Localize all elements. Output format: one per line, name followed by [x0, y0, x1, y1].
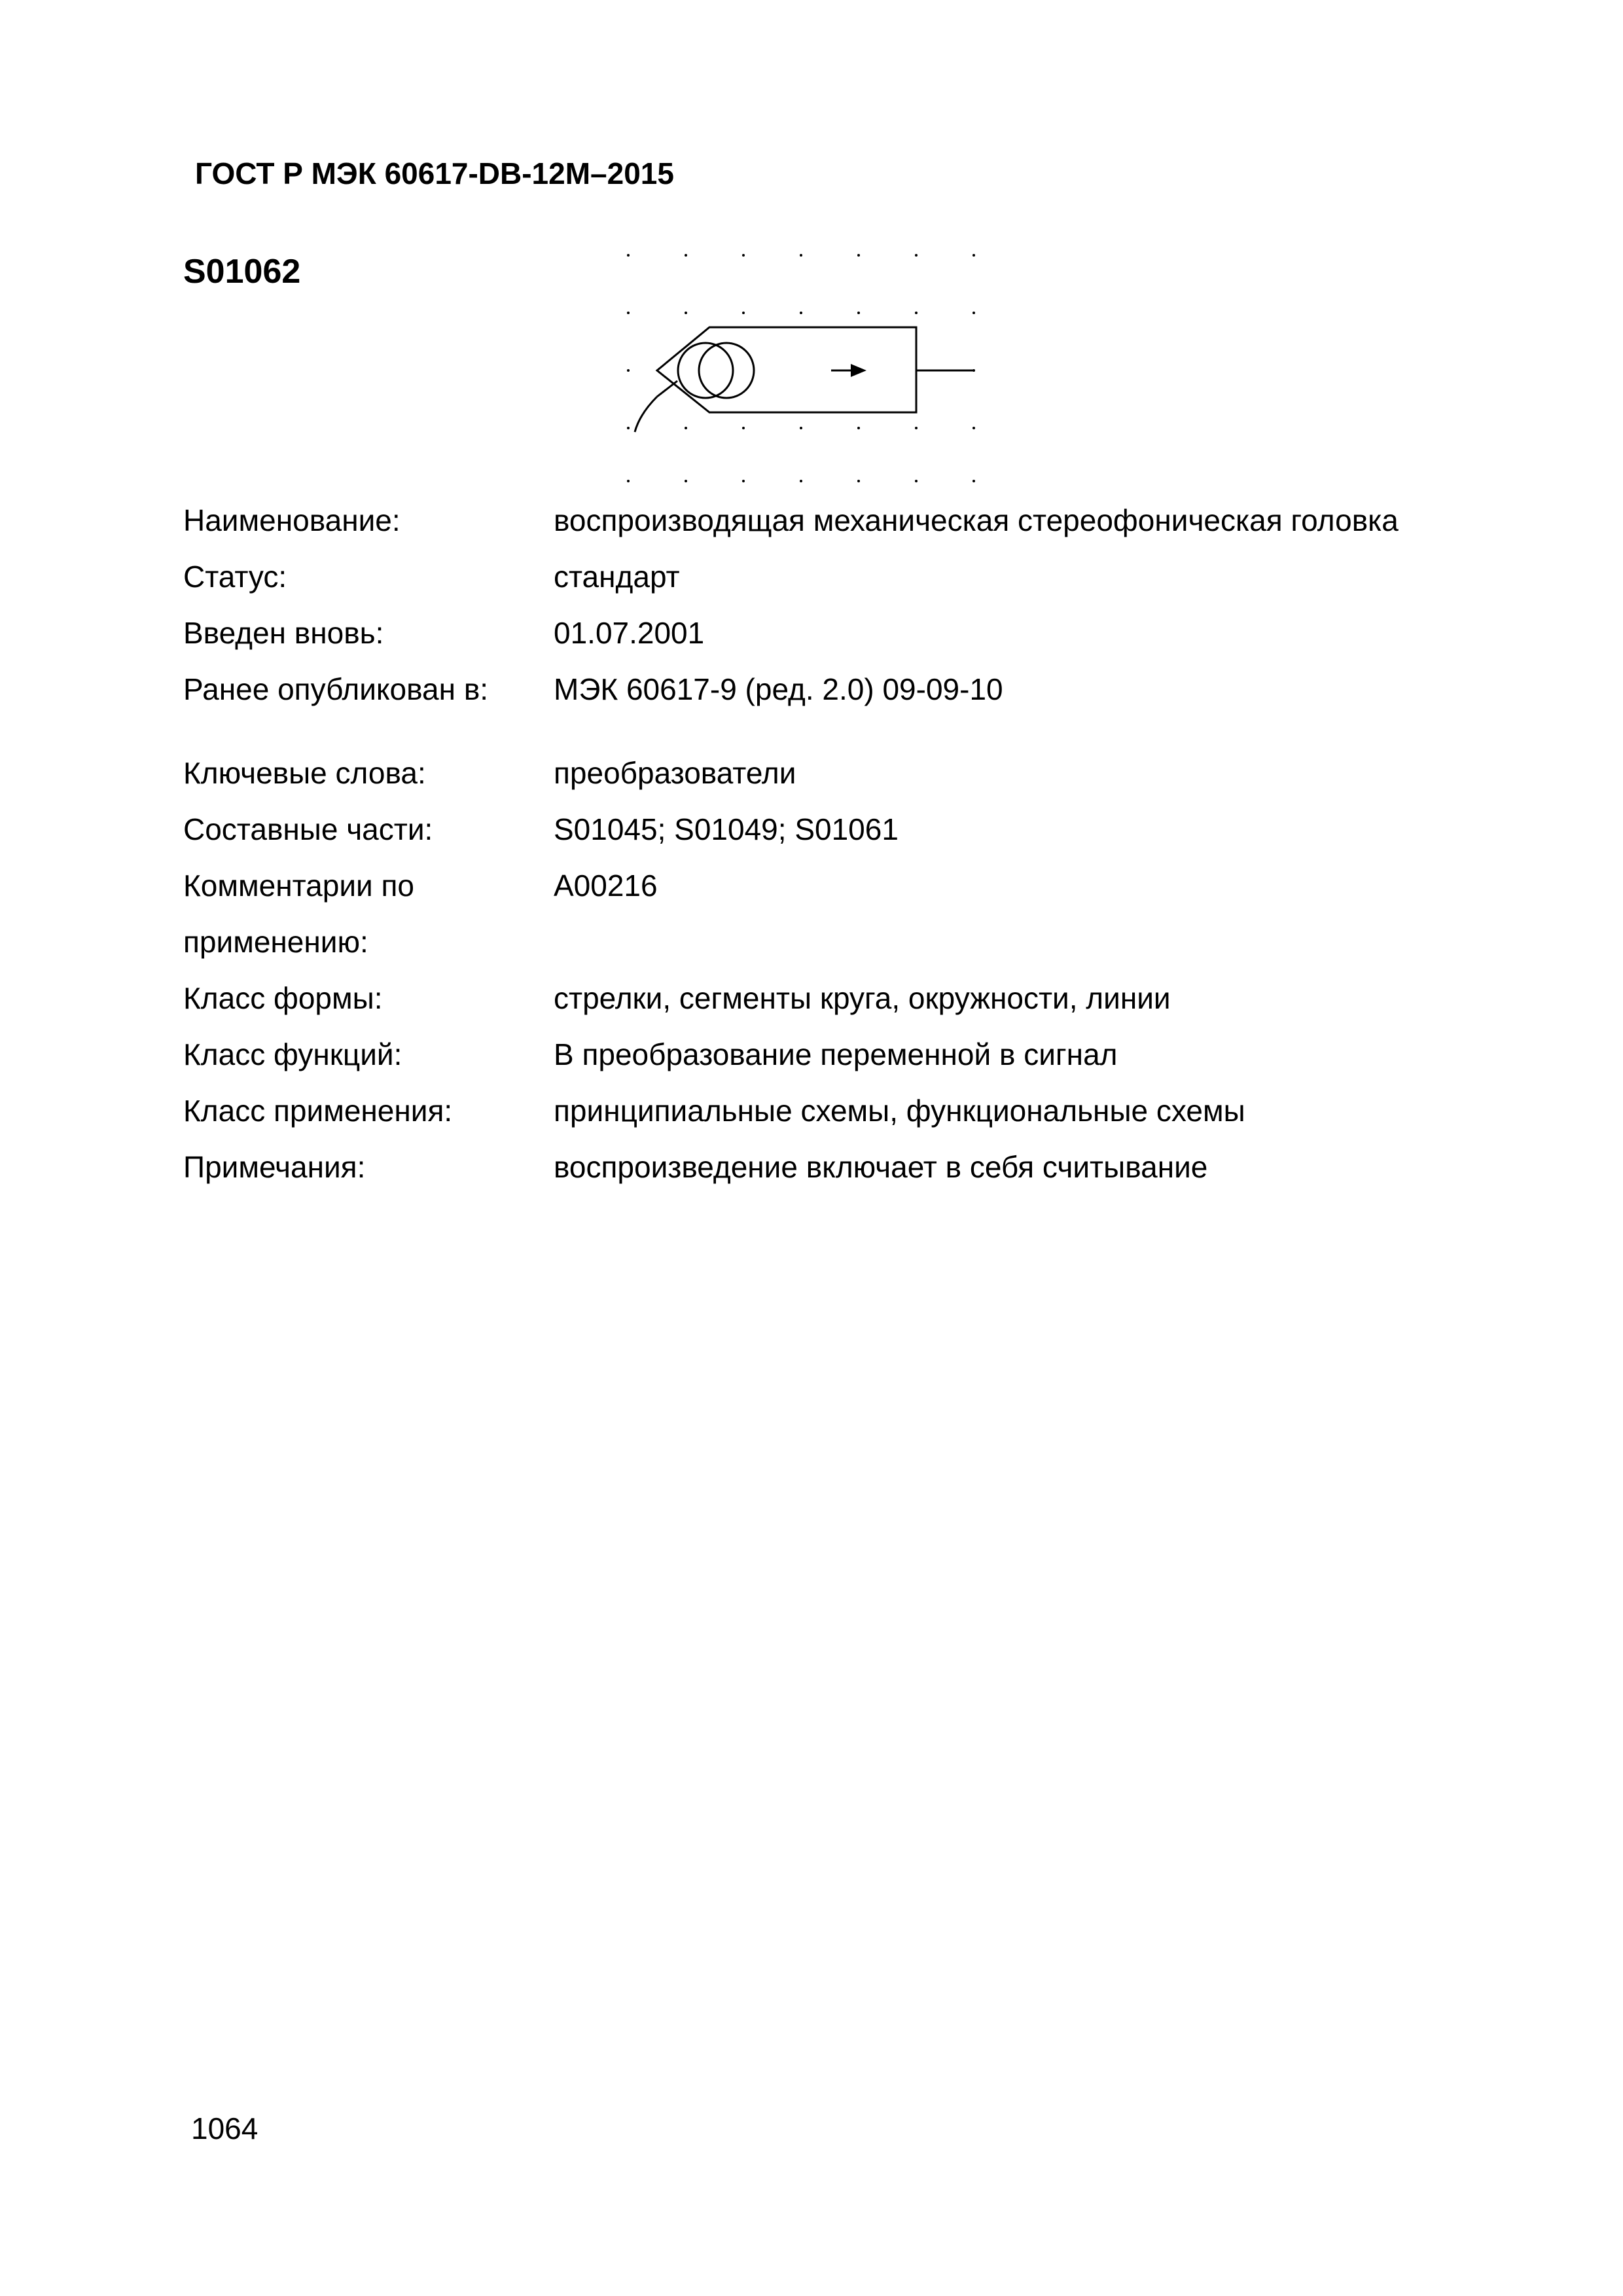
property-value: воспроизводящая механическая стереофоническая головка [554, 503, 1399, 537]
property-row-name [183, 492, 1492, 548]
cartridge-outline [657, 327, 916, 412]
property-value: A00216 [554, 869, 658, 903]
property-row-status [183, 548, 1492, 605]
property-value: S01045; S01049; S01061 [554, 812, 899, 846]
property-value: МЭК 60617-9 (ред. 2.0) 09-09-10 [554, 672, 1003, 706]
property-row-introduced [183, 605, 1492, 661]
property-row-published-in [183, 661, 1492, 717]
property-value: В преобразование переменной в сигнал [554, 1037, 1118, 1071]
grid-dots [627, 254, 975, 482]
standard-header: ГОСТ Р МЭК 60617-DB-12M–2015 [195, 156, 674, 190]
property-label: Наименование: [183, 503, 401, 537]
property-row-application-notes [183, 857, 1492, 970]
property-value: принципиальные схемы, функциональные схемы [554, 1094, 1245, 1128]
property-label: Примечания: [183, 1150, 366, 1184]
stylus-curve [635, 397, 657, 432]
property-label: Составные части: [183, 812, 433, 846]
property-value: стандарт [554, 560, 680, 594]
page-number: 1064 [191, 2111, 259, 2145]
property-row-application-class [183, 1083, 1492, 1139]
property-label: Введен вновь: [183, 616, 384, 650]
symbol-code: S01062 [183, 253, 301, 291]
property-value: воспроизведение включает в себя считывание [554, 1150, 1208, 1184]
property-label: Ключевые слова: [183, 756, 426, 790]
property-value: стрелки, сегменты круга, окружности, линии [554, 981, 1171, 1015]
property-row-shape-class [183, 970, 1492, 1026]
properties-table [183, 492, 1492, 1195]
property-label: Комментарии по применению: [183, 869, 414, 959]
property-value: преобразователи [554, 756, 796, 790]
property-row-components [183, 801, 1492, 857]
stylus-line [657, 381, 677, 397]
property-value: 01.07.2001 [554, 616, 705, 650]
property-row-function-class [183, 1026, 1492, 1083]
arrow-head [851, 364, 866, 377]
property-row-keywords [183, 745, 1492, 801]
stereo-phono-cartridge-symbol-icon [589, 242, 1014, 491]
property-label: Класс функций: [183, 1037, 402, 1071]
property-row-notes [183, 1139, 1492, 1195]
property-label: Класс формы: [183, 981, 383, 1015]
property-label: Ранее опубликован в: [183, 672, 489, 706]
property-label: Класс применения: [183, 1094, 453, 1128]
property-label: Статус: [183, 560, 287, 594]
